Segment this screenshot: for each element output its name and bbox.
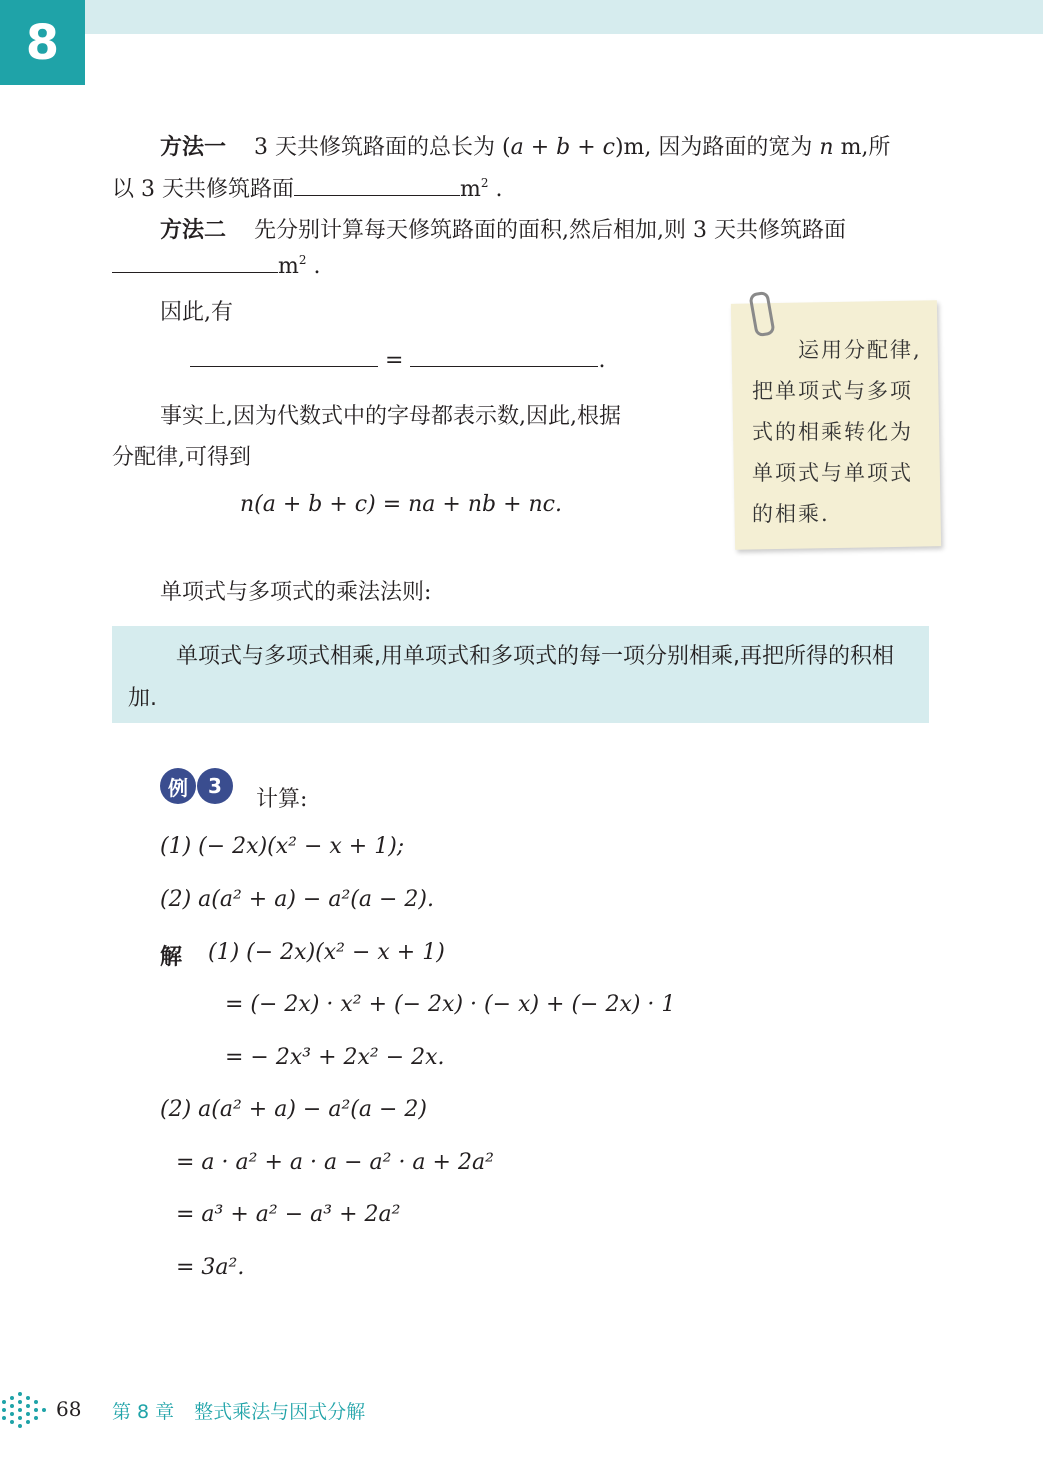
- equals-sign: =: [385, 348, 404, 373]
- answer-blank[interactable]: [294, 177, 460, 196]
- chapter-number-tab: [0, 0, 85, 85]
- footer-dots-icon: [2, 1392, 48, 1428]
- distributive-formula: n(a + b + c) = na + nb + nc.: [240, 492, 562, 517]
- method2-line1: [160, 213, 846, 244]
- sticky-note-text: [752, 330, 934, 535]
- method1-text-line2: 以 3 天共修筑路面: [112, 177, 294, 202]
- example-prompt: 计算:: [256, 787, 308, 812]
- solution1-line2: = − 2x³ + 2x² − 2x.: [225, 1045, 445, 1070]
- method1-text-c: m,所: [833, 135, 891, 160]
- method1-text-b: )m, 因为路面的宽为: [614, 135, 820, 160]
- plus-sign: +: [523, 135, 557, 160]
- method2-label: 方法二: [160, 218, 227, 243]
- unit-m: m: [459, 177, 481, 202]
- answer-blank-left[interactable]: [190, 348, 378, 367]
- var-n: n: [819, 135, 834, 160]
- footer-chapter-label: 第 8 章: [112, 1401, 175, 1423]
- solution1-line0: (1) (− 2x)(x² − x + 1): [208, 940, 445, 965]
- method2-line2: [112, 254, 321, 279]
- method1-line2: [112, 172, 503, 203]
- solution1-line1: = (− 2x) · x² + (− 2x) · (− x) + (− 2x) · 1: [225, 992, 676, 1017]
- page-number: 68: [56, 1397, 82, 1421]
- unit-exponent: 2: [480, 176, 489, 190]
- example-label: 例: [168, 775, 188, 800]
- unit-m: m: [278, 254, 299, 279]
- method2-text: 先分别计算每天修筑路面的面积,然后相加,则 3 天共修筑路面: [254, 218, 846, 243]
- unit-exponent: 2: [298, 253, 307, 267]
- solution2-line0: (2) a(a² + a) − a²(a − 2): [160, 1097, 427, 1122]
- plus-sign: +: [570, 135, 603, 160]
- solution2-line3: = 3a².: [176, 1255, 245, 1280]
- period: .: [495, 177, 503, 202]
- footer-chapter: [112, 1397, 365, 1424]
- example-number-badge: [197, 768, 233, 804]
- solution2-line1: = a · a² + a · a − a² · a + 2a²: [176, 1150, 494, 1175]
- note-content: 运用分配律,把单项式与多项式的相乘转化为单项式与单项式的相乘.: [752, 338, 922, 526]
- var-b: b: [556, 135, 571, 160]
- answer-blank[interactable]: [112, 254, 278, 273]
- footer-chapter-title: 整式乘法与因式分解: [194, 1401, 366, 1423]
- rule-title: 单项式与多项式的乘法法则:: [160, 580, 432, 605]
- therefore-text: 因此,有: [160, 300, 233, 325]
- example-number: 3: [208, 774, 222, 798]
- fact-line2: 分配律,可得到: [112, 445, 251, 470]
- example-badge: [160, 768, 196, 804]
- answer-blank-right[interactable]: [410, 348, 598, 367]
- var-a: a: [510, 135, 524, 160]
- question-1: (1) (− 2x)(x² − x + 1);: [160, 834, 405, 859]
- equation-blanks: [190, 348, 605, 373]
- method1-label: 方法一: [160, 135, 227, 160]
- rule-text: 单项式与多项式相乘,用单项式和多项式的每一项分别相乘,再把所得的积相加.: [128, 644, 894, 711]
- var-c: c: [602, 135, 615, 160]
- period: .: [313, 254, 321, 279]
- solution2-line2: = a³ + a² − a³ + 2a²: [176, 1202, 401, 1227]
- fact-line1: 事实上,因为代数式中的字母都表示数,因此,根据: [160, 404, 621, 429]
- question-2: (2) a(a² + a) − a²(a − 2).: [160, 887, 434, 912]
- chapter-number: 8: [25, 14, 60, 71]
- method1-line1: [160, 130, 890, 161]
- method1-text-a: 3 天共修筑路面的总长为 (: [254, 135, 511, 160]
- solution-label: 解: [160, 945, 183, 970]
- header-band: [85, 0, 1043, 34]
- period: .: [598, 348, 606, 373]
